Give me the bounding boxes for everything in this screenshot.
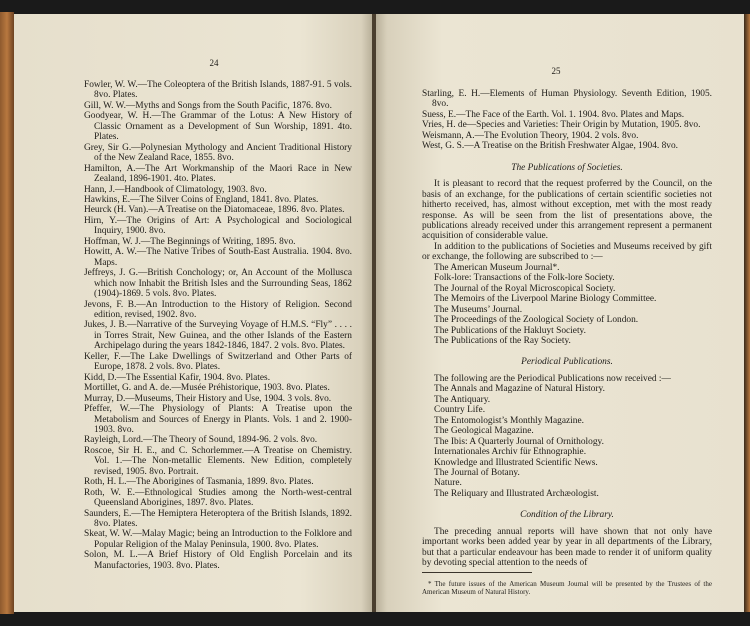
bibliography-entry: Hoffman, W. J.—The Beginnings of Writing, 1895. 8vo.: [84, 236, 296, 247]
page-number: 25: [551, 66, 561, 76]
list-item: Internationales Archiv für Ethnographie.: [434, 447, 587, 458]
bibliography-entry: Starling, E. H.—Elements of Human Physiology. Seventh Edition, 1905. 8vo.: [422, 89, 712, 110]
bibliography-entry: Gill, W. W.—Myths and Songs from the South Pacific, 1876. 8vo.: [84, 100, 332, 111]
list-item: The Antiquary.: [434, 394, 491, 405]
bibliography-entry: Hirn, Y.—The Origins of Art: A Psychological and Sociological Inquiry, 1900. 8vo.: [84, 215, 352, 237]
bibliography-entry: Goodyear, W. H.—The Grammar of the Lotus: A New History of Classic Ornament as a Development of Sun Worship, 1891. 4to. Plates.: [84, 111, 352, 143]
bibliography-entry: Keller, F.—The Lake Dwellings of Switzerland and Other Parts of Europe, 1878. 2 vols. 8vo. Plates.: [84, 351, 352, 373]
list-item: The Journal of Botany.: [434, 467, 520, 478]
section-heading-societies: The Publications of Societies.: [511, 162, 623, 173]
bibliography-entry: West, G. S.—A Treatise on the British Freshwater Algae, 1904. 8vo.: [422, 141, 678, 152]
list-item: The Geological Magazine.: [434, 426, 534, 437]
section-heading-periodicals: Periodical Publications.: [521, 357, 613, 368]
book-cover-right-edge: [744, 14, 750, 612]
bibliography-entry: Saunders, E.—The Hemiptera Heteroptera of the British Islands, 1892. 8vo. Plates.: [84, 508, 352, 530]
page-number: 24: [209, 58, 219, 68]
bibliography-entry: Hamilton, A.—The Art Workmanship of the Maori Race in New Zealand, 1896-1901. 4to. Plates.: [84, 163, 352, 185]
bibliography-entry: Heurck (H. Van).—A Treatise on the Diatomaceae, 1896. 8vo. Plates.: [84, 205, 345, 216]
subscription-list: [434, 263, 712, 347]
bibliography-entry: Hann, J.—Handbook of Climatology, 1903. 8vo.: [84, 184, 267, 195]
left-page: [14, 14, 372, 612]
bibliography-entry: Kidd, D.—The Essential Kafir, 1904. 8vo. Plates.: [84, 372, 271, 383]
list-item: The American Museum Journal*.: [434, 262, 560, 273]
list-item: Knowledge and Illustrated Scientific News.: [434, 457, 598, 468]
bibliography-column: [84, 80, 352, 571]
bibliography-entry: Fowler, W. W.—The Coleoptera of the British Islands, 1887-91. 5 vols. 8vo. Plates.: [84, 80, 352, 101]
bibliography-entry: Mortillet, G. and A. de.—Musée Préhistorique, 1903. 8vo. Plates.: [84, 383, 330, 394]
paragraph: The preceding annual reports will have shown that not only have important works been added year by year in all departments of the Library, but that a particular endeavour has been made to render it of uniform quality by devoting special attention to the needs of: [422, 526, 712, 569]
bibliography-entry: Jeffreys, J. G.—British Conchology; or, An Account of the Mollusca which now Inhabit the British Isles and the Surrounding Seas, 1862 (1904)-1869. 5 vols. 8vo. Plates.: [84, 268, 352, 300]
bibliography-entry: Pfeffer, W.—The Physiology of Plants: A Treatise upon the Metabolism and Sources of Energy in Plants. Vols. 1 and 2. 1900-1903. 8vo.: [84, 404, 352, 435]
bibliography-entry: Hawkins, E.—The Silver Coins of England, 1841. 8vo. Plates.: [84, 194, 319, 205]
list-item: The Journal of the Royal Microscopical Society.: [434, 283, 616, 294]
periodicals-list: [434, 384, 712, 499]
section-heading-library: Condition of the Library.: [520, 510, 614, 521]
list-item: The Publications of the Ray Society.: [434, 335, 571, 346]
bibliography-entry: Roth, H. L.—The Aborigines of Tasmania, 1899. 8vo. Plates.: [84, 477, 314, 488]
list-item: Nature.: [434, 478, 462, 489]
list-item: The Annals and Magazine of Natural History.: [434, 384, 605, 395]
paragraph: It is pleasant to record that the request proferred by the Council, on the basis of an exchange, for the publications of certain scientific societies not hitherto received, has, almost without exception, met with the most ready response. As will be seen from the list of presentations above, the publications already received under this arrangement represent a permanent acquisition of considerable value.: [422, 179, 712, 242]
list-item: The Publications of the Hakluyt Society.: [434, 325, 586, 336]
bibliography-entry: Skeat, W. W.—Malay Magic; being an Introduction to the Folklore and Popular Religion of the Malay Peninsula, 1900. 8vo. Plates.: [84, 529, 352, 550]
paragraph: The following are the Periodical Publications now received :—: [434, 373, 671, 384]
bibliography-entry: Vries, H. de—Species and Varieties: Their Origin by Mutation, 1905. 8vo.: [422, 120, 701, 131]
bibliography-entry: Murray, D.—Museums, Their History and Use, 1904. 3 vols. 8vo.: [84, 393, 332, 404]
bibliography-entry: Rayleigh, Lord.—The Theory of Sound, 1894-96. 2 vols. 8vo.: [84, 435, 318, 446]
book-cover-left-edge: [0, 12, 14, 614]
list-item: Folk-lore: Transactions of the Folk-lore Society.: [434, 273, 615, 284]
list-item: The Proceedings of the Zoological Society of London.: [434, 315, 639, 326]
bibliography-entry: Jukes, J. B.—Narrative of the Surveying Voyage of H.M.S. “Fly” . . . . in Torres Strait, New Guinea, and the other Islands of the Eastern Archipelago during the years 1842-1846, 1847. 2 vols. 8vo. Plates.: [84, 320, 352, 352]
list-item: The Reliquary and Illustrated Archæologist.: [434, 488, 599, 499]
report-column: [422, 89, 712, 603]
bibliography-entry: Grey, Sir G.—Polynesian Mythology and Ancient Traditional History of the New Zealand Race, 1855. 8vo.: [84, 142, 352, 164]
list-item: The Museums’ Journal.: [434, 304, 523, 315]
list-item: Country Life.: [434, 405, 486, 416]
list-item: The Ibis: A Quarterly Journal of Ornithology.: [434, 436, 604, 447]
bibliography-entry: Solon, M. L.—A Brief History of Old English Porcelain and its Manufactories, 1903. 8vo. Plates.: [84, 550, 352, 571]
footnote-rule: [422, 572, 532, 573]
bibliography-entry: Weismann, A.—The Evolution Theory, 1904. 2 vols. 8vo.: [422, 130, 639, 141]
bibliography-entry: Howitt, A. W.—The Native Tribes of South-East Australia. 1904. 8vo. Maps.: [84, 247, 352, 268]
list-item: The Memoirs of the Liverpool Marine Biology Committee.: [434, 294, 657, 305]
right-page: [376, 14, 744, 612]
bibliography-entry: Suess, E.—The Face of the Earth. Vol. 1. 1904. 8vo. Plates and Maps.: [422, 109, 685, 120]
list-item: The Entomologist’s Monthly Magazine.: [434, 415, 584, 426]
bibliography-entry: Roth, W. E.—Ethnological Studies among the North-west-central Queensland Aborigines, 1897. 8vo. Plates.: [84, 487, 352, 509]
bibliography-entry: Roscoe, Sir H. E., and C. Schorlemmer.—A Treatise on Chemistry. Vol. 1.—The Non-metallic Elements. New Edition, completely revised, 1905. 8vo. Portrait.: [84, 445, 352, 477]
bibliography-entry: Jevons, F. B.—An Introduction to the History of Religion. Second edition, revised, 1902. 8vo.: [84, 299, 352, 320]
paragraph: In addition to the publications of Societies and Museums received by gift or exchange, the following are subscribed to :—: [422, 241, 712, 263]
footnote: * The future issues of the American Museum Journal will be presented by the Trustees of the American Museum of Natural History.: [422, 579, 712, 596]
